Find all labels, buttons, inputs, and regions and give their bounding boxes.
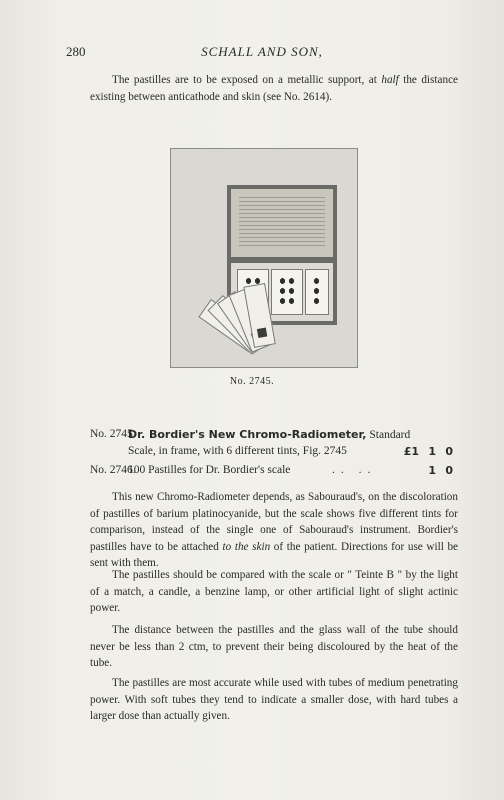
- intro-italic: half: [381, 74, 399, 86]
- intro-paragraph: [90, 72, 458, 105]
- italic-phrase: to the skin: [222, 540, 271, 553]
- scale-compartment: [305, 269, 329, 315]
- item-description: Scale, in frame, with 6 different tints, Fig. 2745: [128, 445, 347, 457]
- intro-text: The pastilles are to be exposed on a metallic support, at: [112, 74, 382, 86]
- page-header: [66, 44, 458, 64]
- figure-caption: No. 2745.: [229, 376, 275, 387]
- body-paragraph: The pastilles are most accurate while used with tubes of medium penetrating power. With soft tubes they tend to indicate a smaller dose, with hard tubes a larger dose than actually given.: [90, 677, 458, 722]
- scale-compartment: [271, 269, 303, 315]
- body-paragraph: This new Chromo-Radiometer depends, as Sabouraud's, on the discoloration of pastilles of barium platinocyanide, but the scale shows five different tints for comparison, instead of the single one of Sabouraud's instrument. Bordier's pastilles have to be attached to the skin of the patient. Directions for use will be sent with them.: [90, 491, 459, 569]
- catalog-item: [90, 426, 458, 460]
- catalog-item: [90, 462, 458, 479]
- product-photo: [170, 148, 358, 368]
- intro-text-end: the distance existing between anticathode and skin (see No. 2614).: [90, 74, 458, 103]
- running-title: SCHALL AND SON,: [201, 44, 323, 59]
- item-title: 100 Pastilles for Dr. Bordier's scale: [128, 464, 291, 476]
- item-title: [128, 426, 418, 444]
- box-lid-instructions: [231, 189, 333, 257]
- item-price: £1 1 0: [403, 445, 453, 458]
- item-price: 1 0: [428, 464, 453, 477]
- page-number: 280: [66, 44, 86, 59]
- body-paragraph: The distance between the pastilles and the glass wall of the tube should never be less than 2 ctm, to prevent their being discoloured by the heat of the tube.: [90, 624, 458, 669]
- dot-leader: .. ..: [332, 464, 377, 476]
- item-title-rest: Standard: [366, 429, 411, 441]
- body-paragraph: The pastilles should be compared with the scale or " Teinte B " by the light of a match, a candle, a benzine lamp, or other artificial light of slight actinic power.: [90, 569, 458, 614]
- item-number: No. 2746.: [90, 464, 136, 476]
- item-number: No. 2745.: [90, 428, 136, 440]
- item-title-bold: Dr. Bordier's New Chromo-Radiometer,: [128, 428, 367, 441]
